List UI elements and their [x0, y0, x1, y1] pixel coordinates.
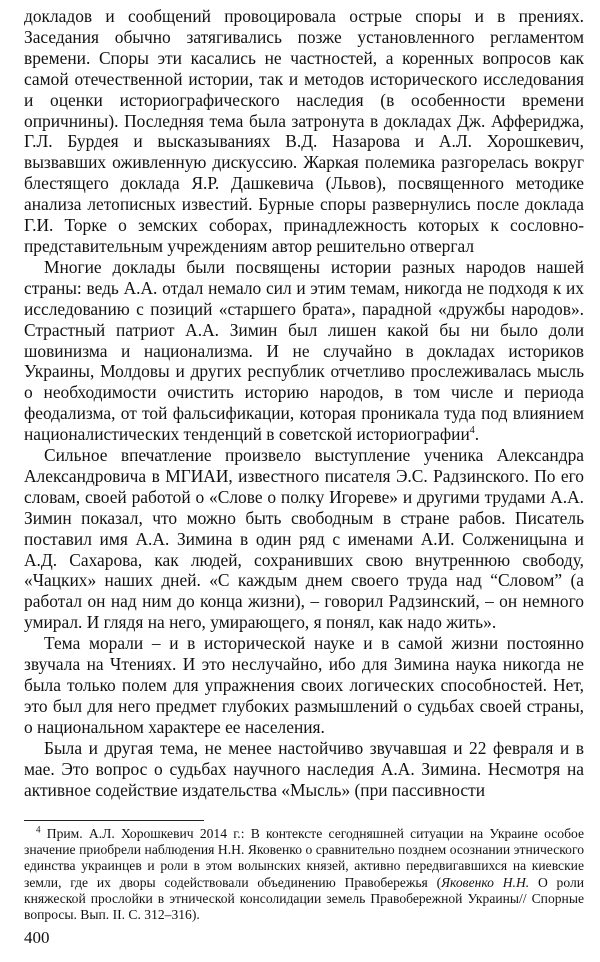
- footnote-text: [24, 826, 584, 923]
- page-number: 400: [24, 928, 50, 947]
- paragraph-3: Сильное впечатление произвело выступление ученика Александра Александровича в МГИАИ, известного писателя Э.С. Радзинского. По его словам, своей работой о «Слове о полку Игореве» и другими трудами А.А. Зимин показал, что можно быть свободным в стране рабов. Писатель поставил имя А.А. Зимина в один ряд с именами А.И. Солженицына и А.Д. Сахарова, как людей, сохранивших свою внутреннюю свободу, «Чацких» наших дней. «С каждым днем своего труда над “Словом” (а работал он над ним до конца жизни), – говорил Радзинский, – он немного умирал. И глядя на него, умирающего, я понял, как надо жить».: [24, 445, 584, 633]
- footnote-text-before: Прим. А.Л. Хорошкевич 2014 г.: В контексте сегодняшней ситуации на Украине особое значение приобрели наблюдения Н.Н. Яковенко о сравнительно позднем осознании этнического единства украинцев и роли в этом волынских князей, активно передвигавшихся на киевские земли, где их дворы содействовали объединению Правобережья (: [24, 826, 584, 890]
- paragraph-1: докладов и сообщений провоцировала острые споры и в прениях. Заседания обычно затягивались позже установленного регламентом времени. Споры эти касались не частностей, а коренных вопросов как самой отечественной истории, так и методов исторического исследования и оценки историографического наследия (в особенности времени опричнины). Последняя тема была затронута в докладах Дж. Аффериджа, Г.Л. Бурдея и высказываниях В.Д. Назарова и А.Л. Хорошкевич, вызвавших оживленную дискуссию. Жаркая полемика разгорелась вокруг блестящего доклада Я.Р. Дашкевича (Львов), посвященного методике анализа летописных известий. Бурные споры развернулись после доклада Г.И. Торке о земских соборах, принадлежность которых к сословно-представительным учреждениям автор решительно отвергал: [24, 6, 584, 256]
- paragraph-2: Многие доклады были посвящены истории разных народов нашей страны: ведь А.А. отдал немало сил и этим темам, никогда не подходя к их исследованию с позиций «старшего брата», парадной «дружбы народов». Страстный патриот А.А. Зимин был лишен какой бы ни было доли шовинизма и национализма. И не случайно в докладах историков Украины, Молдовы и других республик отчетливо прослеживалась мысль о необходимости очистить историю народов, в том числе и периода феодализма, от той фальсификации, которая проникала туда под влиянием националистических тенденций в советской историографии$^4$.: [24, 256, 584, 445]
- paragraph-2-text: Многие доклады были посвящены истории разных народов нашей страны: ведь А.А. отдал немало сил и этим темам, никогда не подходя к их исследованию с позиций «старшего брата», парадной «дружбы народов». Страстный патриот А.А. Зимин был лишен какой бы ни было доли шовинизма и национализма. И не случайно в докладах историков Украины, Молдовы и других республик отчетливо прослеживалась мысль о необходимости очистить историю народов, в том числе и периода феодализма, от той фальсификации, которая проникала туда под влиянием националистических тенденций в советской историографии: [24, 256, 584, 445]
- footnote-divider: [24, 820, 204, 821]
- paragraph-4: Тема морали – и в исторической науке и в самой жизни постоянно звучала на Чтениях. И это неслучайно, ибо для Зимина наука никогда не была только полем для упражнения своих логических способностей. Нет, это был для него предмет глубоких размышлений о судьбах своей страны, о национальном характере ее населения.: [24, 633, 584, 737]
- footnote-reference: 4: [469, 425, 475, 437]
- footnote: [24, 826, 584, 923]
- main-text: [24, 6, 584, 800]
- footnote-text-after: О роли княжеской прослойки в этнической консолидации земель Правобережной Украины// Спорные вопросы. Вып. II. С. 312–316).: [24, 874, 584, 923]
- footnote-marker: 4: [36, 824, 41, 835]
- footnote-author: Яковенко Н.Н.: [441, 874, 530, 890]
- paragraph-5: Была и другая тема, не менее настойчиво звучавшая и 22 февраля и в мае. Это вопрос о судьбах научного наследия А.А. Зимина. Несмотря на активное содействие издательства «Мысль» (при пассивности: [24, 737, 584, 800]
